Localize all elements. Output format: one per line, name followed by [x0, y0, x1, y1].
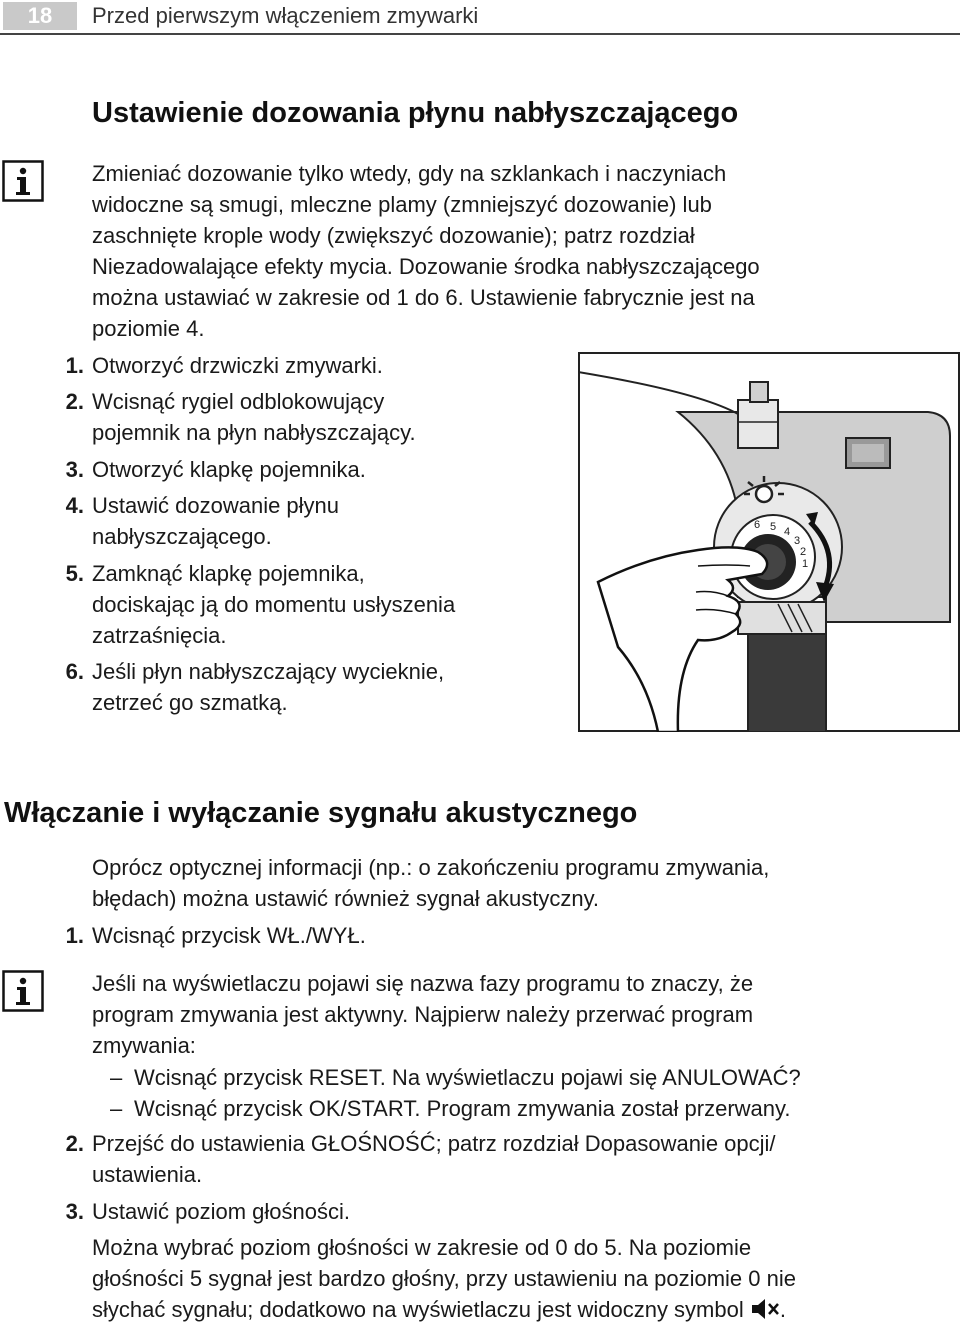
rinse-aid-info-text: [92, 158, 760, 344]
text-line: Oprócz optycznej informacji (np.: o zakończeniu programu zmywania,: [92, 855, 770, 880]
section-heading-rinse-aid: Ustawienie dozowania płynu nabłyszczającego: [92, 97, 739, 129]
step-text: Wcisnąć przycisk WŁ./WYŁ.: [92, 923, 366, 948]
step-text: Ustawić poziom głośności.: [92, 1199, 350, 1224]
text-line: poziomie 4.: [92, 316, 205, 341]
sound-off-icon: [750, 1296, 780, 1322]
text-line: zmywania:: [92, 1033, 196, 1058]
section-heading-sound-signal: Włączanie i wyłączanie sygnału akustycznego: [4, 797, 638, 829]
text-line: Można wybrać poziom głośności w zakresie od 0 do 5. Na poziomie: [92, 1235, 752, 1260]
header-divider: [0, 33, 960, 35]
step-number: 1.: [65, 923, 84, 948]
step-text: Wcisnąć rygiel odblokowujący pojemnik na płyn nabłyszczający.: [92, 389, 416, 445]
info-icon: [2, 160, 44, 202]
step-text: Ustawić dozowanie płynu nabłyszczającego.: [92, 493, 340, 549]
step-text: Otworzyć klapkę pojemnika.: [92, 457, 366, 482]
text-line: głośności 5 sygnał jest bardzo głośny, przy ustawieniu na poziomie 0 nie: [92, 1266, 796, 1291]
dial-label: 6: [754, 519, 761, 531]
text-line: widoczne są smugi, mleczne plamy (zmniejszyć dozowanie) lub: [92, 192, 712, 217]
text-line: Jeśli na wyświetlaczu pojawi się nazwa fazy programu to znaczy, że: [92, 971, 754, 996]
dial-label: 5: [770, 521, 777, 533]
text-line: słychać sygnału; dodatkowo na wyświetlaczu jest widoczny symbol .: [92, 1297, 786, 1322]
step-number: 5.: [65, 561, 84, 586]
text-line: program zmywania jest aktywny. Najpierw należy przerwać program: [92, 1002, 754, 1027]
step-text: Zamknąć klapkę pojemnika, dociskając ją do momentu usłyszenia zatrzaśnięcia.: [92, 561, 456, 648]
step-number: 2.: [65, 1131, 84, 1156]
dial-label: 2: [800, 546, 807, 558]
volume-info-text: [92, 1232, 796, 1325]
dial-label: 1: [802, 558, 809, 570]
text-line: Zmieniać dozowanie tylko wtedy, gdy na szklankach i naczyniach: [92, 161, 727, 186]
sound-intro-text: [92, 852, 769, 914]
rinse-aid-dial-illustration: [578, 352, 960, 732]
header-title: Przed pierwszym włączeniem zmywarki: [92, 3, 479, 28]
step-number: 3.: [65, 457, 84, 482]
text-line: błędach) można ustawić również sygnał akustyczny.: [92, 886, 600, 911]
step-text: Otworzyć drzwiczki zmywarki.: [92, 353, 383, 378]
step-text: Jeśli płyn nabłyszczający wycieknie, zetrzeć go szmatką.: [92, 659, 445, 715]
dial-label: 3: [794, 535, 801, 547]
step-number: 3.: [65, 1199, 84, 1224]
text-line: zaschnięte krople wody (zwiększyć dozowanie); patrz rozdział: [92, 223, 695, 248]
step-text: Przejść do ustawienia GŁOŚNOŚĆ; patrz rozdział Dopasowanie opcji/ ustawienia.: [92, 1131, 776, 1187]
step-number: 2.: [65, 389, 84, 414]
dial-label: 4: [784, 526, 791, 538]
page-number: 18: [3, 2, 77, 30]
sound-info-text: [92, 968, 753, 1061]
step-number: 4.: [65, 493, 84, 518]
step-number: 6.: [65, 659, 84, 684]
text-line: Niezadowalające efekty mycia. Dozowanie środka nabłyszczającego: [92, 254, 760, 279]
text-line: można ustawiać w zakresie od 1 do 6. Ustawienie fabrycznie jest na: [92, 285, 755, 310]
page-header: [0, 0, 960, 32]
info-icon: [2, 970, 44, 1012]
step-number: 1.: [65, 353, 84, 378]
